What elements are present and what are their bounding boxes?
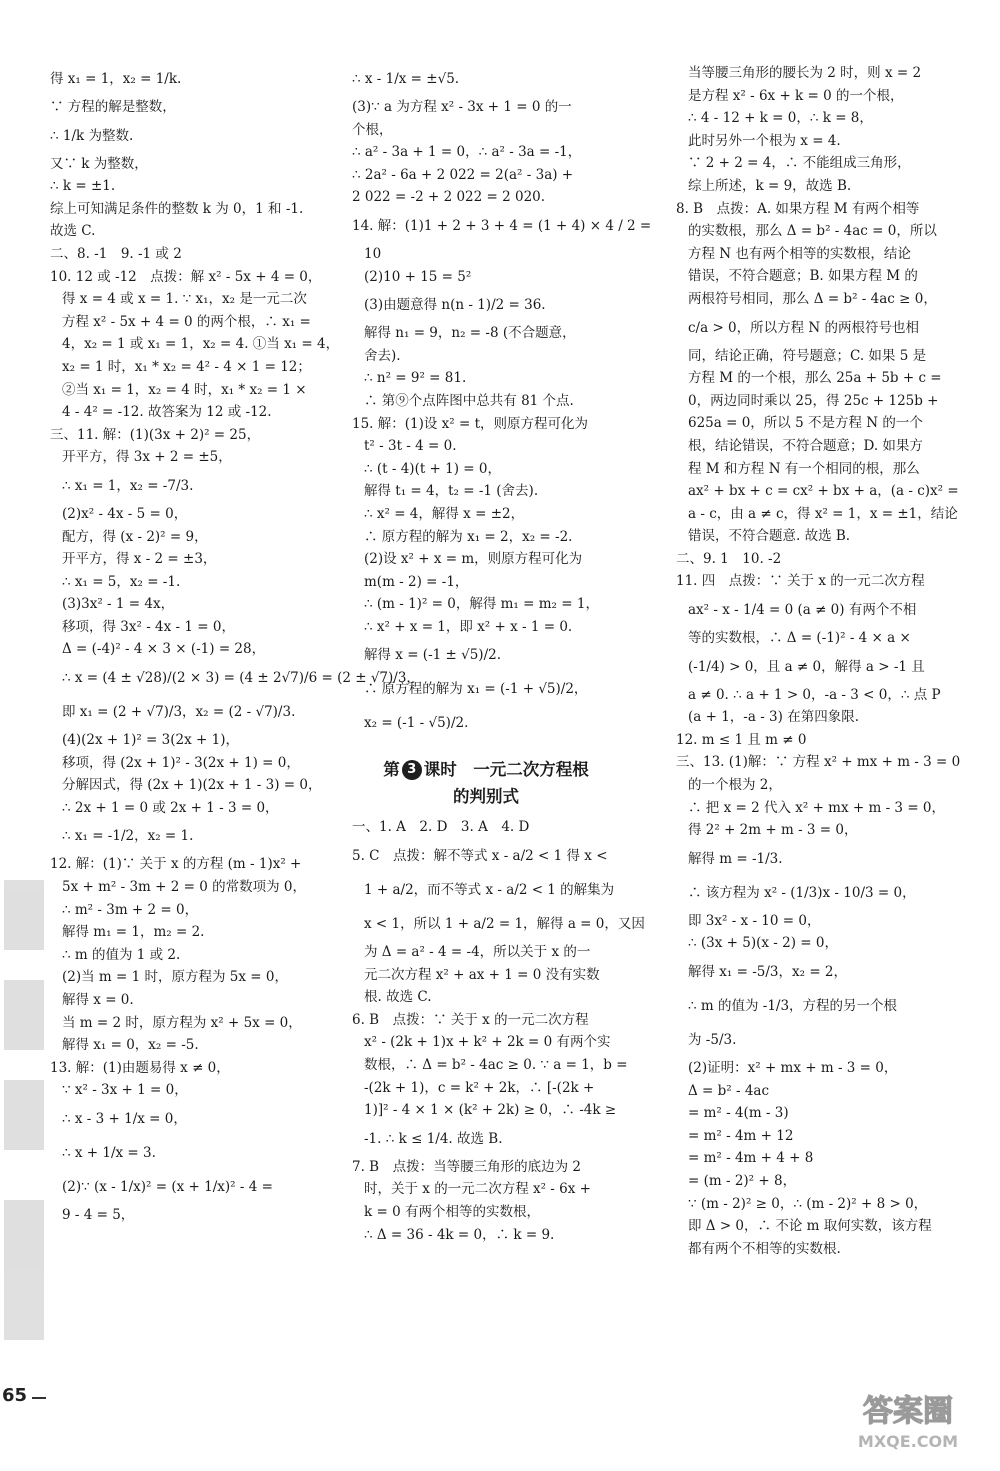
answer-line: ∴ x₁ = 5，x₂ = -1. bbox=[62, 573, 181, 590]
answer-line: 分解因式，得 (2x + 1)(2x + 1 - 3) = 0， bbox=[62, 777, 322, 794]
section-title bbox=[352, 756, 620, 810]
answer-line: 即 x₁ = (2 + √7)/3，x₂ = (2 - √7)/3. bbox=[62, 704, 296, 721]
answer-line: 方程 M 的一个根，那么 25a + 5b + c = bbox=[688, 370, 942, 387]
answer-line: 三、11. 解：(1)(3x + 2)² = 25， bbox=[50, 426, 261, 443]
answer-line: 程 M 和方程 N 有一个相同的根，那么 bbox=[688, 460, 920, 477]
answer-line: x₂ = 1 时，x₁ * x₂ = 4² - 4 × 1 = 12； bbox=[62, 358, 311, 375]
answer-line: ∴ 4 - 12 + k = 0，∴ k = 8， bbox=[688, 110, 873, 127]
section-title-prefix: 第 bbox=[383, 760, 400, 780]
answer-line: ∴ 2x + 1 = 0 或 2x + 1 - 3 = 0， bbox=[62, 799, 279, 816]
answer-line: 得 2² + 2m + m - 3 = 0， bbox=[688, 822, 858, 839]
section-title-text: 课时 一元二次方程根 bbox=[423, 760, 589, 780]
answer-line: 开平方，得 x - 2 = ±3， bbox=[62, 551, 217, 568]
answer-line: 综上可知满足条件的整数 k 为 0，1 和 -1. bbox=[50, 200, 304, 217]
answer-line: k = 0 有两个相等的实数根， bbox=[364, 1204, 540, 1220]
answer-line: m(m - 2) = -1， bbox=[364, 573, 469, 590]
answer-line: ∴ m² - 3m + 2 = 0， bbox=[62, 901, 199, 918]
answer-line: (a + 1，-a - 3) 在第四象限. bbox=[688, 709, 859, 726]
answer-line: 14. 解：(1)1 + 2 + 3 + 4 = (1 + 4) × 4 / 2 = bbox=[352, 217, 652, 234]
answer-line: 为 Δ = a² - 4 = -4，所以关于 x 的一 bbox=[364, 944, 591, 961]
answer-line: ∵ 2 + 2 = 4，∴ 不能组成三角形， bbox=[688, 155, 911, 172]
answer-line: 5. C 点拨：解不等式 x - a/2 < 1 得 x < bbox=[352, 848, 608, 865]
answer-line: 12. m ≤ 1 且 m ≠ 0 bbox=[676, 731, 807, 748]
answer-line: (2)x² - 4x - 5 = 0， bbox=[62, 505, 188, 522]
answer-line: 错误，不符合题意；B. 如果方程 M 的 bbox=[688, 268, 918, 285]
answer-line: ∴ x² = 4，解得 x = ±2， bbox=[364, 505, 525, 522]
answer-line: (2)设 x² + x = m，则原方程可化为 bbox=[364, 551, 583, 568]
answer-line: 舍去). bbox=[364, 347, 401, 364]
answer-line: 得 x₁ = 1，x₂ = 1/k. bbox=[50, 71, 182, 87]
answer-line: -(2k + 1)，c = k² + 2k，∴ [-(2k + bbox=[364, 1079, 595, 1096]
answer-line: 7. B 点拨：当等腰三角形的底边为 2 bbox=[352, 1158, 581, 1175]
answer-line: 当 m = 2 时，原方程为 x² + 5x = 0， bbox=[62, 1014, 302, 1031]
answer-line: = m² - 4(m - 3) bbox=[688, 1105, 789, 1122]
answer-line: ∵ (m - 2)² ≥ 0，∴ (m - 2)² + 8 > 0， bbox=[688, 1195, 928, 1212]
answer-line: 元二次方程 x² + ax + 1 = 0 没有实数 bbox=[364, 966, 600, 983]
answer-line: 同，结论正确，符号题意；C. 如果 5 是 bbox=[688, 347, 927, 364]
answer-line: 9 - 4 = 5， bbox=[62, 1206, 135, 1223]
answer-line: ∴ 原方程的解为 x₁ = 2，x₂ = -2. bbox=[364, 528, 573, 545]
answer-line: 时，关于 x 的一元二次方程 x² - 6x + bbox=[364, 1181, 591, 1198]
answer-line: 5x + m² - 3m + 2 = 0 的常数项为 0， bbox=[62, 879, 306, 896]
answer-line: 方程 N 也有两个相等的实数根，结论 bbox=[688, 245, 911, 262]
answer-line: 12. 解：(1)∵ 关于 x 的方程 (m - 1)x² + bbox=[50, 856, 302, 873]
answer-line: ax² - x - 1/4 = 0 (a ≠ 0) 有两个不相 bbox=[688, 602, 917, 619]
answer-line: 即 3x² - x - 10 = 0， bbox=[688, 912, 821, 929]
answer-line: 根，结论错误，不符合题意；D. 如果方 bbox=[688, 437, 923, 454]
answer-line: 15. 解：(1)设 x² = t，则原方程可化为 bbox=[352, 415, 589, 432]
answer-line: ∵ 方程的解是整数， bbox=[50, 99, 176, 115]
answer-line: a - c，由 a ≠ c，得 x² = 1，x = ±1，结论 bbox=[688, 505, 958, 522]
answer-line: 8. B 点拨：A. 如果方程 M 有两个相等 bbox=[676, 200, 920, 217]
answer-line: ∴ x + 1/x = 3. bbox=[62, 1144, 156, 1161]
answer-line: 解得 x = (-1 ± √5)/2. bbox=[364, 647, 501, 664]
answer-line: 等的实数根，∴ Δ = (-1)² - 4 × a × bbox=[688, 630, 911, 647]
answer-line: 当等腰三角形的腰长为 2 时，则 x = 2 bbox=[688, 65, 922, 81]
answer-line: 故选 C. bbox=[50, 223, 96, 240]
answer-line: 解得 m₁ = 1，m₂ = 2. bbox=[62, 924, 205, 941]
answer-line: 得 x = 4 或 x = 1. ∵ x₁，x₂ 是一元二次 bbox=[62, 291, 307, 308]
answer-line: a ≠ 0. ∴ a + 1 > 0，-a - 3 < 0，∴ 点 P bbox=[688, 686, 941, 703]
answer-line: 二、8. -1 9. -1 或 2 bbox=[50, 245, 182, 262]
answer-line: 解得 x₁ = -5/3，x₂ = 2， bbox=[688, 964, 848, 980]
answer-line: ∴ x = (4 ± √28)/(2 × 3) = (4 ± 2√7)/6 = (2 ± √7)/3， bbox=[62, 670, 420, 687]
answer-line: ∴ k = ±1. bbox=[50, 178, 116, 195]
answer-line: 为 -5/3. bbox=[688, 1032, 737, 1048]
answer-line: 10. 12 或 -12 点拨：解 x² - 5x + 4 = 0， bbox=[50, 268, 322, 285]
answer-column-right bbox=[676, 62, 966, 1260]
answer-line: 解得 t₁ = 4，t₂ = -1 (舍去). bbox=[364, 483, 539, 500]
answer-line: ∴ 2a² - 6a + 2 022 = 2(a² - 3a) + bbox=[352, 166, 574, 183]
answer-line: 4，x₂ = 1 或 x₁ = 1，x₂ = 4. ①当 x₁ = 4， bbox=[62, 336, 340, 353]
answer-line: (4)(2x + 1)² = 3(2x + 1)， bbox=[62, 732, 239, 749]
answer-line: (2)10 + 15 = 5² bbox=[364, 268, 472, 285]
answer-line: 解得 x = 0. bbox=[62, 992, 134, 1008]
answer-line: 三、13. (1)解：∵ 方程 x² + mx + m - 3 = 0 bbox=[676, 754, 961, 771]
answer-line: (3)3x² - 1 = 4x， bbox=[62, 596, 175, 613]
answer-line: x² - (2k + 1)x + k² + 2k = 0 有两个实 bbox=[364, 1034, 611, 1051]
answer-line: 1)]² - 4 × 1 × (k² + 2k) ≥ 0，∴ -4k ≥ bbox=[364, 1102, 617, 1119]
answer-line: 4 - 4² = -12. 故答案为 12 或 -12. bbox=[62, 404, 272, 421]
answer-line: 10 bbox=[364, 245, 382, 262]
answer-line: 错误，不符合题意. 故选 B. bbox=[688, 528, 851, 545]
answer-line: ∴ 把 x = 2 代入 x² + mx + m - 3 = 0， bbox=[688, 799, 946, 816]
answer-line: ∴ 原方程的解为 x₁ = (-1 + √5)/2， bbox=[364, 681, 588, 698]
answer-line: 根. 故选 C. bbox=[364, 989, 432, 1006]
answer-line: (3)∵ a 为方程 x² - 3x + 1 = 0 的一 bbox=[352, 99, 572, 115]
page-number: 65 bbox=[2, 1385, 28, 1406]
answer-line: 的一个根为 2， bbox=[688, 777, 782, 794]
answer-line: 1 + a/2，而不等式 x - a/2 < 1 的解集为 bbox=[364, 882, 615, 899]
answer-line: 移项，得 3x² - 4x - 1 = 0， bbox=[62, 618, 235, 635]
answer-line: 是方程 x² - 6x + k = 0 的一个根， bbox=[688, 87, 904, 104]
answer-line: ∴ 该方程为 x² - (1/3)x - 10/3 = 0， bbox=[688, 884, 916, 901]
answer-line: 0，两边同时乘以 25，得 25c + 125b + bbox=[688, 392, 939, 409]
answer-line: ∴ m 的值为 -1/3，方程的另一个根 bbox=[688, 998, 898, 1014]
answer-line: ∴ 1/k 为整数. bbox=[50, 127, 134, 144]
page-number-rule bbox=[32, 1397, 46, 1399]
section-title-line2: 的判别式 bbox=[453, 787, 519, 807]
answer-line: 解得 m = -1/3. bbox=[688, 850, 783, 867]
lesson-number-badge: 3 bbox=[402, 760, 422, 780]
answer-line: t² - 3t - 4 = 0. bbox=[364, 438, 457, 455]
answer-line: ∴ x₁ = 1，x₂ = -7/3. bbox=[62, 477, 194, 494]
answer-line: ax² + bx + c = cx² + bx + a，(a - c)x² = bbox=[688, 483, 959, 500]
answer-line: (2)证明：x² + mx + m - 3 = 0， bbox=[688, 1060, 898, 1076]
answer-line: c/a > 0，所以方程 N 的两根符号也相 bbox=[688, 319, 920, 336]
answer-line: ∴ (3x + 5)(x - 2) = 0， bbox=[688, 935, 838, 952]
answer-line: 又∵ k 为整数， bbox=[50, 155, 148, 172]
watermark-url: MXQE.COM bbox=[857, 1432, 959, 1451]
answer-line: 两根符号相同，那么 Δ = b² - 4ac ≥ 0， bbox=[688, 290, 937, 307]
answer-line: 一、1. A 2. D 3. A 4. D bbox=[352, 819, 530, 836]
answer-line: ∴ x₁ = -1/2，x₂ = 1. bbox=[62, 828, 194, 845]
answer-line: ②当 x₁ = 1，x₂ = 4 时，x₁ * x₂ = 1 × bbox=[62, 381, 307, 398]
answer-line: 解得 x₁ = 0，x₂ = -5. bbox=[62, 1037, 199, 1054]
answer-line: 解得 n₁ = 9，n₂ = -8 (不合题意， bbox=[364, 325, 576, 342]
side-stamp-decoration bbox=[0, 870, 48, 1380]
answer-line: ∴ x - 1/x = ±√5. bbox=[352, 71, 460, 87]
answer-line: 个根， bbox=[352, 121, 393, 138]
answer-line: 11. 四 点拨：∵ 关于 x 的一元二次方程 bbox=[676, 573, 925, 590]
answer-line: 即 Δ > 0，∴ 不论 m 取何实数，该方程 bbox=[688, 1218, 932, 1235]
answer-line: ∴ 第⑨个点阵图中总共有 81 个点. bbox=[364, 392, 574, 409]
answer-line: 开平方，得 3x + 2 = ±5， bbox=[62, 449, 232, 466]
answer-line: 都有两个不相等的实数根. bbox=[688, 1240, 841, 1257]
answer-line: x < 1，所以 1 + a/2 = 1，解得 a = 0，又因 bbox=[364, 916, 645, 933]
answer-line: (3)由题意得 n(n - 1)/2 = 36. bbox=[364, 297, 546, 314]
answer-line: 二、9. 1 10. -2 bbox=[676, 550, 782, 567]
answer-line: 方程 x² - 5x + 4 = 0 的两个根，∴ x₁ = bbox=[62, 313, 311, 330]
answer-line: 6. B 点拨：∵ 关于 x 的一元二次方程 bbox=[352, 1011, 589, 1028]
watermark-text: 答案圈 bbox=[863, 1394, 953, 1429]
answer-line: 此时另外一个根为 x = 4. bbox=[688, 132, 841, 149]
answer-line: 综上所述，k = 9，故选 B. bbox=[688, 177, 852, 194]
answer-line: Δ = b² - 4ac bbox=[688, 1082, 770, 1099]
answer-line: ∴ m 的值为 1 或 2. bbox=[62, 946, 181, 963]
answer-line: ∴ a² - 3a + 1 = 0，∴ a² - 3a = -1， bbox=[352, 144, 582, 161]
watermark-logo bbox=[828, 1385, 988, 1453]
answer-column-middle bbox=[352, 62, 652, 1246]
answer-line: 2 022 = -2 + 2 022 = 2 020. bbox=[352, 189, 546, 206]
answer-line: 数根，∴ Δ = b² - 4ac ≥ 0. ∵ a = 1，b = bbox=[364, 1057, 628, 1074]
answer-line: Δ = (-4)² - 4 × 3 × (-1) = 28， bbox=[62, 641, 266, 658]
answer-line: = m² - 4m + 4 + 8 bbox=[688, 1150, 814, 1167]
answer-line: 移项，得 (2x + 1)² - 3(2x + 1) = 0， bbox=[62, 754, 300, 771]
answer-line: (2)当 m = 1 时，原方程为 5x = 0， bbox=[62, 969, 288, 986]
answer-line: 配方，得 (x - 2)² = 9， bbox=[62, 528, 208, 545]
answer-line: -1. ∴ k ≤ 1/4. 故选 B. bbox=[364, 1130, 503, 1147]
answer-line: = m² - 4m + 12 bbox=[688, 1127, 794, 1144]
answer-line: ∴ Δ = 36 - 4k = 0，∴ k = 9. bbox=[364, 1226, 555, 1243]
answer-line: 13. 解：(1)由题易得 x ≠ 0， bbox=[50, 1059, 230, 1076]
answer-line: ∴ (m - 1)² = 0，解得 m₁ = m₂ = 1， bbox=[364, 596, 599, 613]
answer-line: ∴ x - 3 + 1/x = 0， bbox=[62, 1110, 187, 1127]
answer-line: = (m - 2)² + 8， bbox=[688, 1172, 797, 1189]
answer-line: x₂ = (-1 - √5)/2. bbox=[364, 715, 469, 732]
answer-line: 的实数根，那么 Δ = b² - 4ac = 0，所以 bbox=[688, 223, 937, 240]
answer-line: (2)∵ (x - 1/x)² = (x + 1/x)² - 4 = bbox=[62, 1178, 273, 1195]
answer-line: ∴ x² + x = 1，即 x² + x - 1 = 0. bbox=[364, 618, 573, 635]
answer-line: 625a = 0，所以 5 不是方程 N 的一个 bbox=[688, 415, 923, 432]
answer-line: ∴ (t - 4)(t + 1) = 0， bbox=[364, 460, 501, 477]
answer-line: ∵ x² - 3x + 1 = 0， bbox=[62, 1082, 188, 1099]
answer-line: (-1/4) > 0，且 a ≠ 0，解得 a > -1 且 bbox=[688, 658, 925, 675]
answer-line: ∴ n² = 9² = 81. bbox=[364, 370, 467, 387]
